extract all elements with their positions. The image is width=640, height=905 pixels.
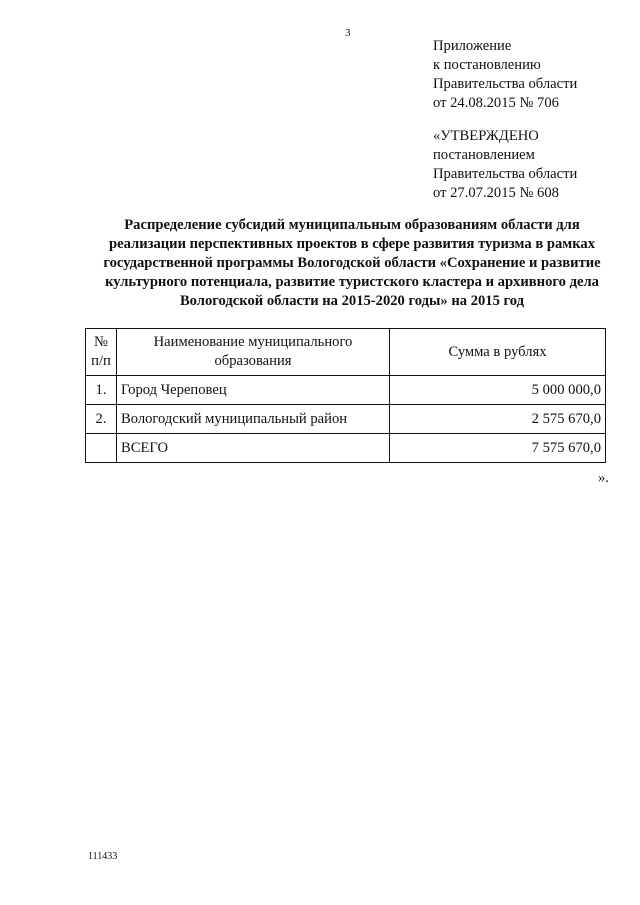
subsidy-table xyxy=(85,328,606,463)
approval-line: постановлением xyxy=(433,147,535,163)
row-number xyxy=(86,434,117,463)
row-sum: 7 575 670,0 xyxy=(390,434,606,463)
page-number: 3 xyxy=(345,27,351,39)
annex-line: Правительства области xyxy=(433,76,578,92)
header-number-abbr: п/п xyxy=(91,353,111,369)
table-row xyxy=(86,376,606,405)
row-number: 1. xyxy=(86,376,117,405)
row-number: 2. xyxy=(86,405,117,434)
table-header-row xyxy=(86,329,606,376)
closing-quote: ». xyxy=(598,470,609,486)
document-title xyxy=(88,216,616,311)
header-name: Наименование муниципального образования xyxy=(117,329,390,376)
approval-line: от 27.07.2015 № 608 xyxy=(433,185,559,201)
document-code: 111433 xyxy=(88,851,118,862)
header-number-symbol: № xyxy=(94,334,108,350)
annex-line: Приложение xyxy=(433,38,512,54)
annex-block xyxy=(433,37,577,113)
row-name: Вологодский муниципальный район xyxy=(117,405,390,434)
header-sum: Сумма в рублях xyxy=(390,329,606,376)
row-name: ВСЕГО xyxy=(117,434,390,463)
table-row xyxy=(86,405,606,434)
row-sum: 5 000 000,0 xyxy=(390,376,606,405)
title-line: Распределение субсидий муниципальным образованиям области для xyxy=(124,217,580,233)
header-number xyxy=(86,329,117,376)
approval-line: Правительства области xyxy=(433,166,578,182)
title-line: реализации перспективных проектов в сфере развития туризма в рамках xyxy=(108,236,595,252)
title-line: культурного потенциала, развитие туристского кластера и архивного дела xyxy=(105,274,599,290)
annex-line: от 24.08.2015 № 706 xyxy=(433,95,559,111)
table-row-total xyxy=(86,434,606,463)
title-line: государственной программы Вологодской области «Сохранение и развитие xyxy=(103,255,601,271)
title-line: Вологодской области на 2015-2020 годы» на 2015 год xyxy=(179,293,525,309)
annex-line: к постановлению xyxy=(433,57,541,73)
approval-block xyxy=(433,127,577,203)
approval-line: «УТВЕРЖДЕНО xyxy=(433,128,539,144)
row-name: Город Череповец xyxy=(117,376,390,405)
row-sum: 2 575 670,0 xyxy=(390,405,606,434)
